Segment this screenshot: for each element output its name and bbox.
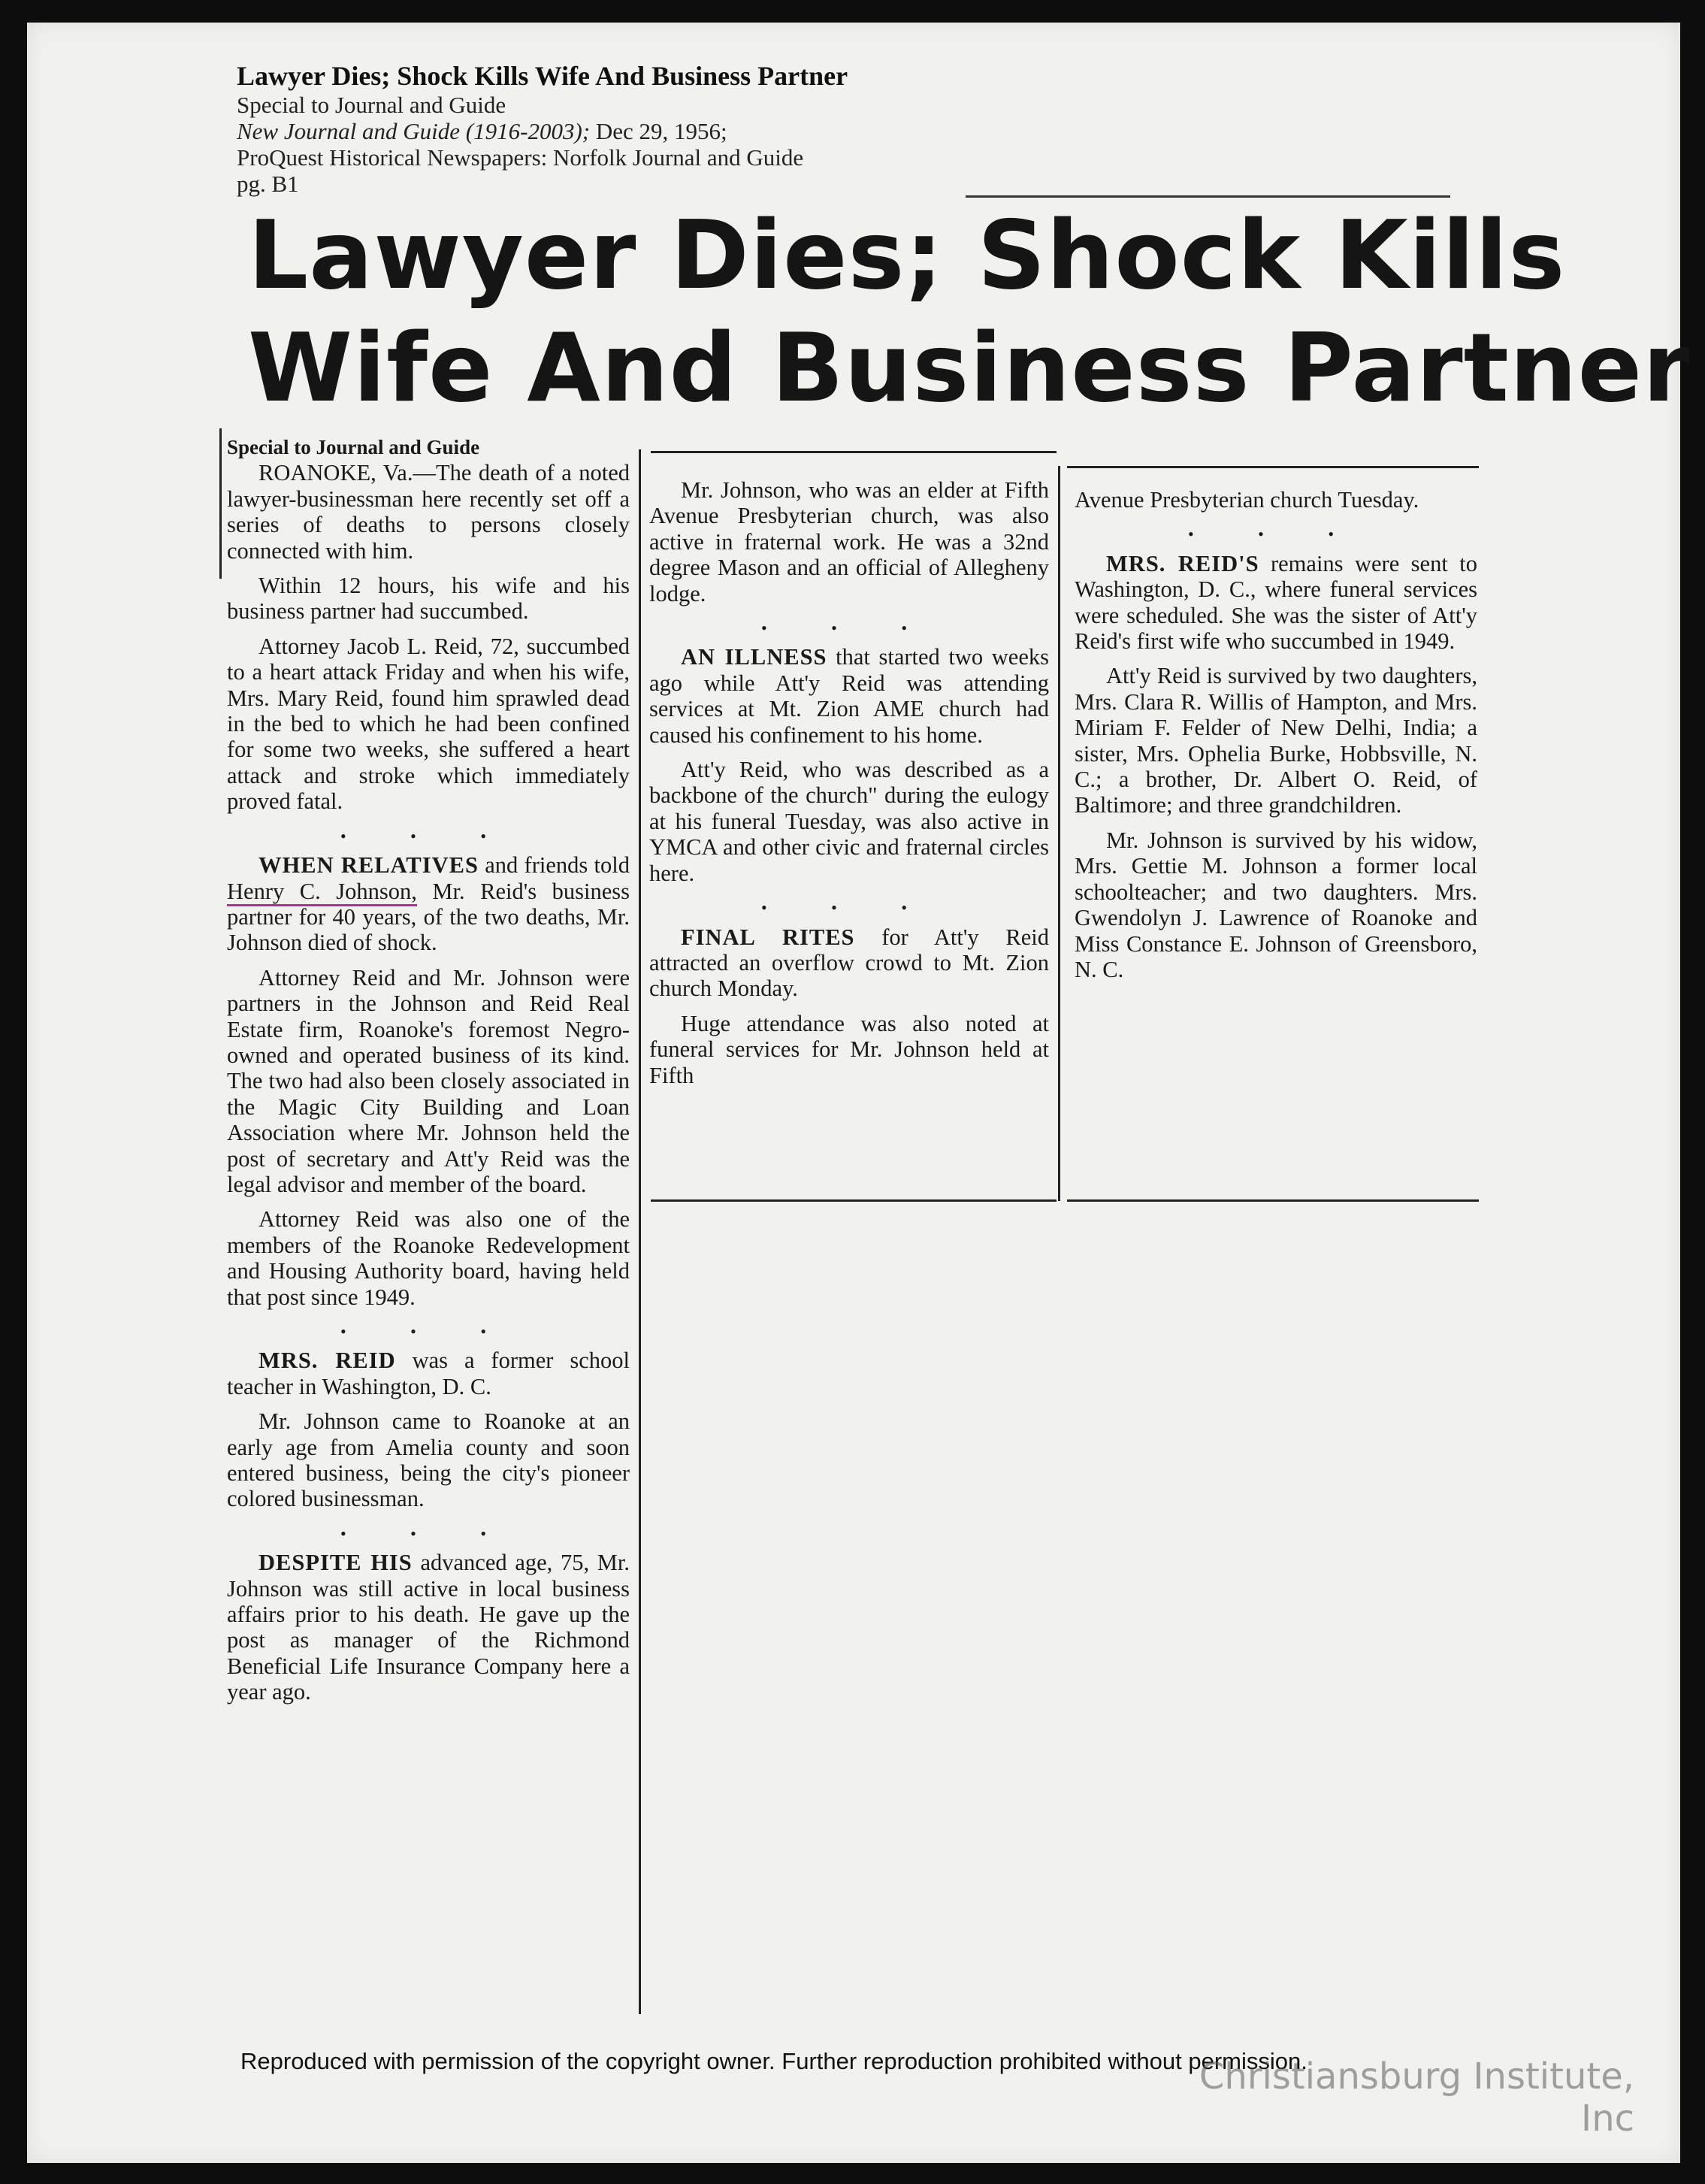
paragraph-kicker: FINAL RITES [681, 924, 855, 950]
citation-date: Dec 29, 1956; [590, 118, 727, 144]
section-divider: • • • [340, 1523, 517, 1543]
paragraph [649, 924, 1049, 1002]
citation-page: pg. B1 [237, 171, 299, 197]
section-divider: • • • [340, 1322, 517, 1341]
paragraph [1075, 551, 1477, 655]
paragraph: Huge attendance was also noted at funeral services for Mr. Johnson held at Fifth [649, 1010, 1049, 1088]
citation-source-line [237, 118, 1289, 144]
paragraph-kicker: MRS. REID'S [1106, 550, 1259, 576]
column-rule-top-2 [651, 451, 1057, 453]
paragraph [227, 1348, 630, 1399]
column-rule-1 [639, 449, 641, 2014]
citation-header [237, 60, 1289, 197]
paragraph-text: Mr. Reid's business partner for 40 years, of the two deaths, Mr. Johnson died of shock. [227, 878, 630, 956]
article-column-1 [227, 434, 630, 1714]
section-divider: • • • [1187, 525, 1365, 544]
paragraph-kicker: MRS. REID [258, 1348, 396, 1374]
paragraph-text: that started two weeks ago while Att'y Reid was attending services at Mt. Zion AME church had caused his confinement to his home. [649, 644, 1049, 748]
headline-top-rule [966, 195, 1450, 198]
column-rule-bottom-2 [651, 1199, 1057, 1202]
citation-source: New Journal and Guide (1916-2003); [237, 118, 591, 144]
citation-byline: Special to Journal and Guide [237, 92, 506, 118]
paragraph: Mr. Johnson came to Roanoke at an early age from Amelia county and soon entered business, being the city's pioneer colored businessman. [227, 1408, 630, 1512]
section-divider: • • • [760, 619, 938, 638]
paragraph-text: for Att'y Reid attracted an overflow crowd to Mt. Zion church Monday. [649, 924, 1049, 1002]
paragraph-kicker: DESPITE HIS [258, 1550, 413, 1576]
paragraph [227, 852, 630, 956]
dateline: Special to Journal and Guide [227, 436, 480, 458]
paragraph: Attorney Reid was also one of the members of the Roanoke Redevelopment and Housing Authority board, having held that post since 1949. [227, 1206, 630, 1310]
paragraph [649, 644, 1049, 748]
paragraph-kicker: WHEN RELATIVES [258, 852, 479, 879]
paragraph [227, 1550, 630, 1705]
paragraph-text: was a former school teacher in Washington, D. C. [227, 1348, 630, 1399]
paragraph-kicker: AN ILLNESS [681, 644, 827, 670]
paragraph: Att'y Reid is survived by two daughters, Mrs. Clara R. Willis of Hampton, and Mrs. Miriam F. Felder of New Delhi, India; a sister, Mrs. Ophelia Burke, Hobbsville, N. C.; a brother, Dr. Albert O. Reid, of Baltimore; and three grandchildren. [1075, 663, 1477, 818]
underlined-name: Henry C. Johnson, [227, 879, 417, 906]
paragraph: Attorney Jacob L. Reid, 72, succumbed to a heart attack Friday and when his wife, Mrs. Mary Reid, found him sprawled dead in the bed to which he had been confined for some two weeks, she suffered a heart attack and stroke which immediately proved fatal. [227, 633, 630, 815]
paragraph-text: remains were sent to Washington, D. C., where funeral services were scheduled. She was the sister of Att'y Reid's first wife who succumbed in 1949. [1075, 550, 1477, 655]
paragraph: Attorney Reid and Mr. Johnson were partners in the Johnson and Reid Real Estate firm, Roanoke's foremost Negro-owned and operated business of its kind. The two had also been closely associated in the Magic City Building and Loan Association where Mr. Johnson held the post of secretary and Att'y Reid was the legal advisor and member of the board. [227, 964, 630, 1197]
permission-notice: Reproduced with permission of the copyright owner. Further reproduction prohibited without permission. [240, 2048, 1307, 2074]
paragraph: Mr. Johnson is survived by his widow, Mrs. Gettie M. Johnson a former local schoolteacher; and two daughters. Mrs. Gwendolyn J. Lawrence of Roanoke and Miss Constance E. Johnson of Greensboro, N. C. [1075, 827, 1477, 982]
paragraph-text: and friends told [478, 852, 630, 879]
article-column-3 [1075, 487, 1477, 991]
headline-line-2: Wife And Business Partner [248, 313, 1691, 423]
paragraph: Avenue Presbyterian church Tuesday. [1075, 487, 1419, 513]
paragraph: ROANOKE, Va.—The death of a noted lawyer-businessman here recently set off a series of deaths to persons closely connected with him. [227, 460, 630, 564]
paragraph: Mr. Johnson, who was an elder at Fifth Avenue Presbyterian church, was also active in fraternal work. He was a 32nd degree Mason and an official of Allegheny lodge. [649, 477, 1049, 606]
column-rule-top-3 [1067, 466, 1479, 468]
section-divider: • • • [760, 898, 938, 918]
section-divider: • • • [340, 826, 517, 845]
column-rule-left [219, 428, 222, 579]
paragraph-text: advanced age, 75, Mr. Johnson was still active in local business affairs prior to his death. He gave up the post as manager of the Richmond Beneficial Life Insurance Company here a year ago. [227, 1550, 630, 1705]
citation-title: Lawyer Dies; Shock Kills Wife And Business Partner [237, 61, 848, 91]
paragraph: Within 12 hours, his wife and his business partner had succumbed. [227, 573, 630, 625]
column-rule-bottom-3 [1067, 1199, 1479, 1202]
article-headline [248, 199, 1691, 425]
headline-line-1: Lawyer Dies; Shock Kills [248, 200, 1566, 310]
column-rule-2 [1058, 466, 1060, 1201]
citation-database: ProQuest Historical Newspapers: Norfolk Journal and Guide [237, 144, 804, 171]
paragraph: Att'y Reid, who was described as a backbone of the church" during the eulogy at his funeral Tuesday, was also active in YMCA and other civic and fraternal circles here. [649, 757, 1049, 886]
article-column-2 [649, 477, 1049, 1097]
watermark: Christiansburg Institute, Inc [1199, 2055, 1634, 2140]
